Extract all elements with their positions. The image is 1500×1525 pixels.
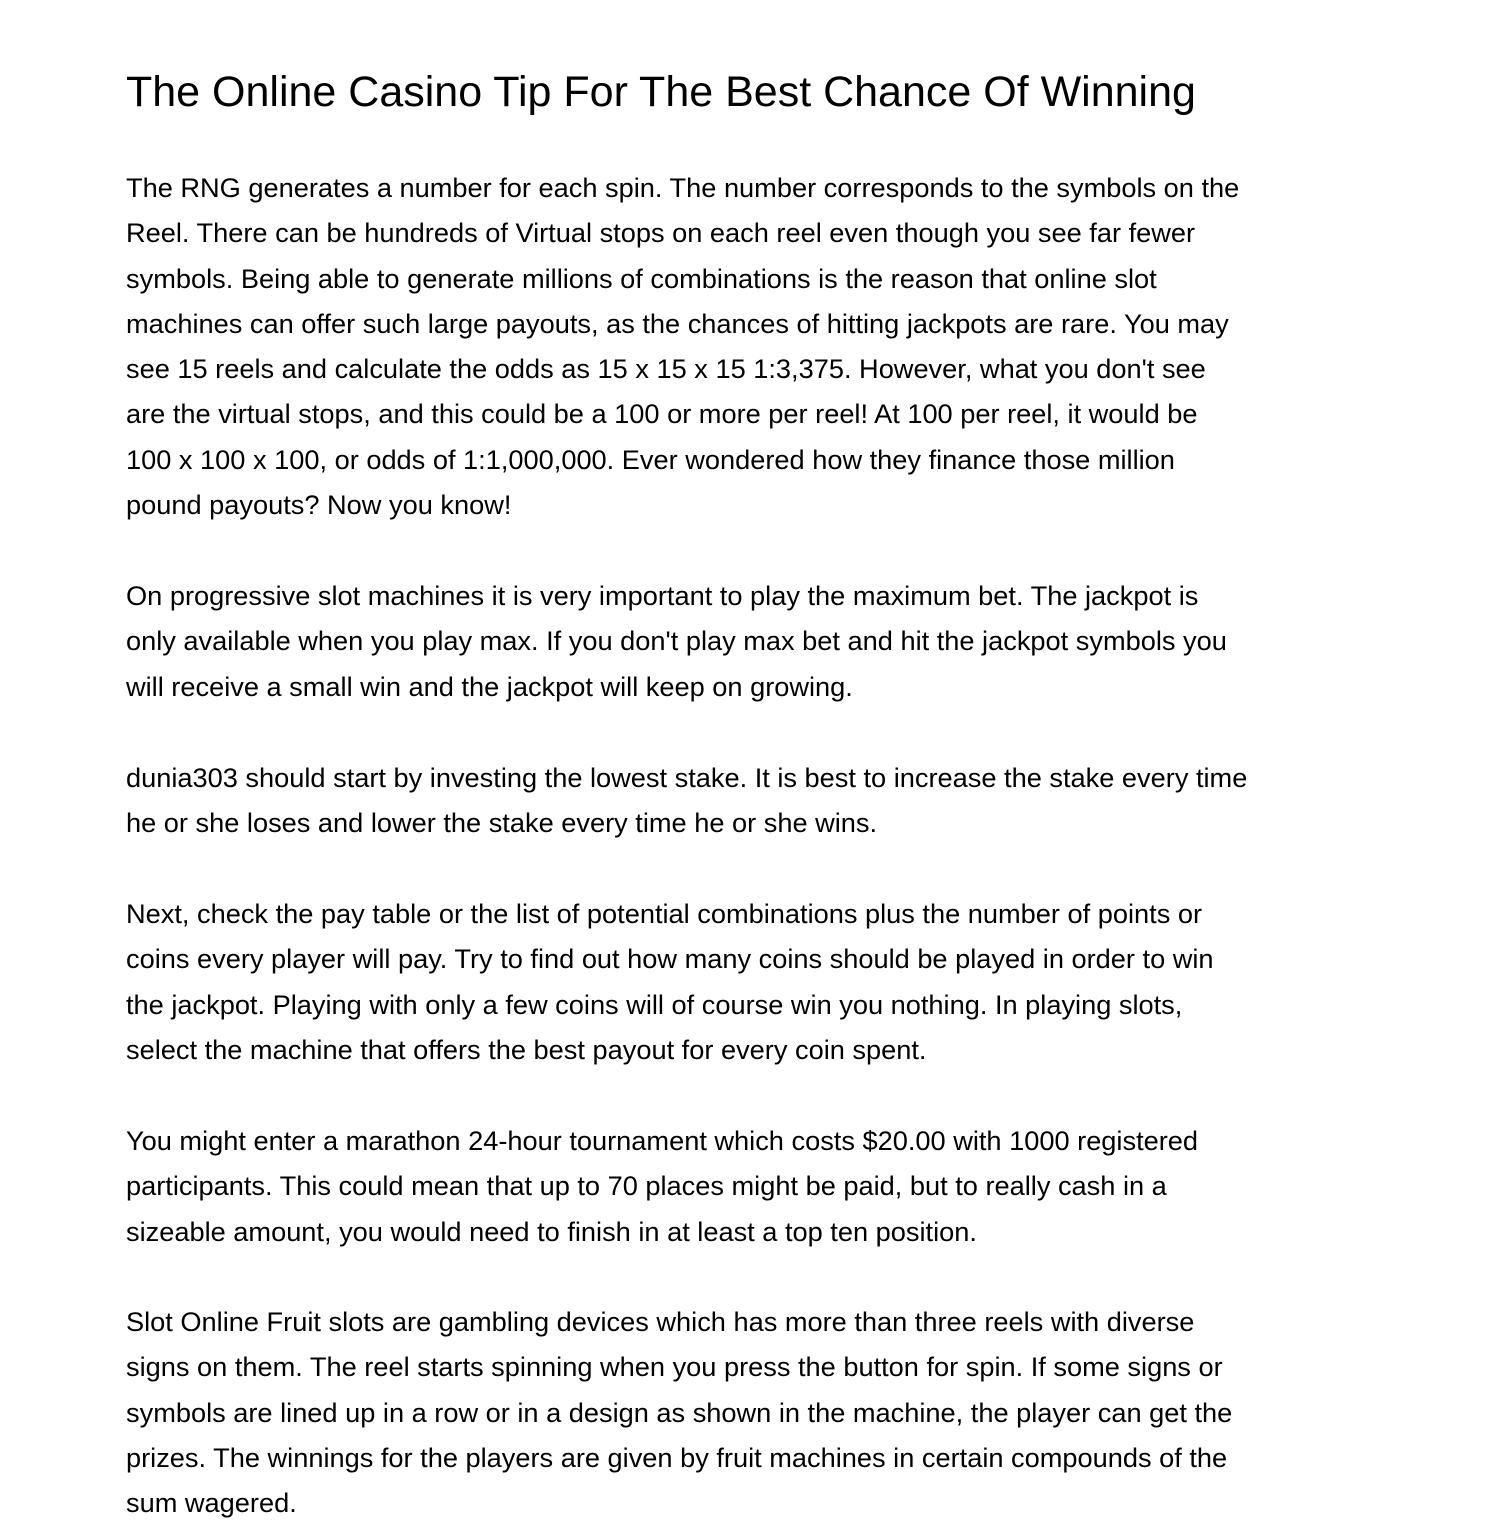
paragraph-line: will receive a small win and the jackpot will keep on growing.: [126, 670, 853, 702]
paragraph-line: prizes. The winnings for the players are given by fruit machines in certain compounds of the: [126, 1441, 1228, 1473]
paragraph-line: sum wagered.: [126, 1487, 297, 1519]
paragraph-line: dunia303 should start by investing the lowest stake. It is best to increase the stake every time: [126, 762, 1248, 793]
paragraph-tournament: [126, 1118, 1386, 1254]
paragraph-line: coins every player will pay. Try to find out how many coins should be played in order to win: [126, 943, 1214, 975]
paragraph-line: The RNG generates a number for each spin. The number corresponds to the symbols on the: [126, 172, 1240, 203]
paragraph-line: are the virtual stops, and this could be a 100 or more per reel! At 100 per reel, it would be: [126, 398, 1198, 430]
paragraph-line: Reel. There can be hundreds of Virtual stops on each reel even though you see far fewer: [126, 217, 1196, 249]
paragraph-line: Slot Online Fruit slots are gambling devices which has more than three reels with diverse: [126, 1306, 1195, 1337]
paragraph-fruit-slots: [126, 1299, 1386, 1525]
paragraph-line: participants. This could mean that up to 70 places might be paid, but to really cash in a: [126, 1170, 1167, 1202]
paragraph-line: see 15 reels and calculate the odds as 15 x 15 x 15 1:3,375. However, what you don't see: [126, 353, 1206, 385]
paragraph-line: symbols are lined up in a row or in a design as shown in the machine, the player can get the: [126, 1396, 1233, 1428]
paragraph-line: You might enter a marathon 24-hour tournament which costs $20.00 with 1000 registered: [126, 1125, 1199, 1156]
paragraph-stake: [126, 755, 1386, 846]
document-title: The Online Casino Tip For The Best Chance Of Winning: [126, 68, 1196, 116]
paragraph-line: he or she loses and lower the stake every time he or she wins.: [126, 807, 878, 839]
paragraph-progressive: [126, 573, 1386, 709]
paragraph-line: pound payouts? Now you know!: [126, 489, 512, 521]
paragraph-line: signs on them. The reel starts spinning when you press the button for spin. If some signs or: [126, 1351, 1223, 1383]
paragraph-line: On progressive slot machines it is very important to play the maximum bet. The jackpot is: [126, 580, 1199, 611]
paragraph-pay-table: [126, 891, 1386, 1072]
paragraph-line: select the machine that offers the best payout for every coin spent.: [126, 1033, 927, 1065]
paragraph-line: Next, check the pay table or the list of potential combinations plus the number of points or: [126, 898, 1203, 929]
paragraph-line: 100 x 100 x 100, or odds of 1:1,000,000. Ever wondered how they finance those million: [126, 443, 1175, 475]
paragraph-line: the jackpot. Playing with only a few coins will of course win you nothing. In playing slots,: [126, 988, 1183, 1020]
paragraph-line: only available when you play max. If you don't play max bet and hit the jackpot symbols you: [126, 625, 1227, 657]
paragraph-rng: [126, 165, 1386, 527]
paragraph-line: machines can offer such large payouts, as the chances of hitting jackpots are rare. You may: [126, 307, 1229, 339]
paragraph-line: symbols. Being able to generate millions of combinations is the reason that online slot: [126, 262, 1157, 294]
paragraph-line: sizeable amount, you would need to finish in at least a top ten position.: [126, 1215, 977, 1247]
